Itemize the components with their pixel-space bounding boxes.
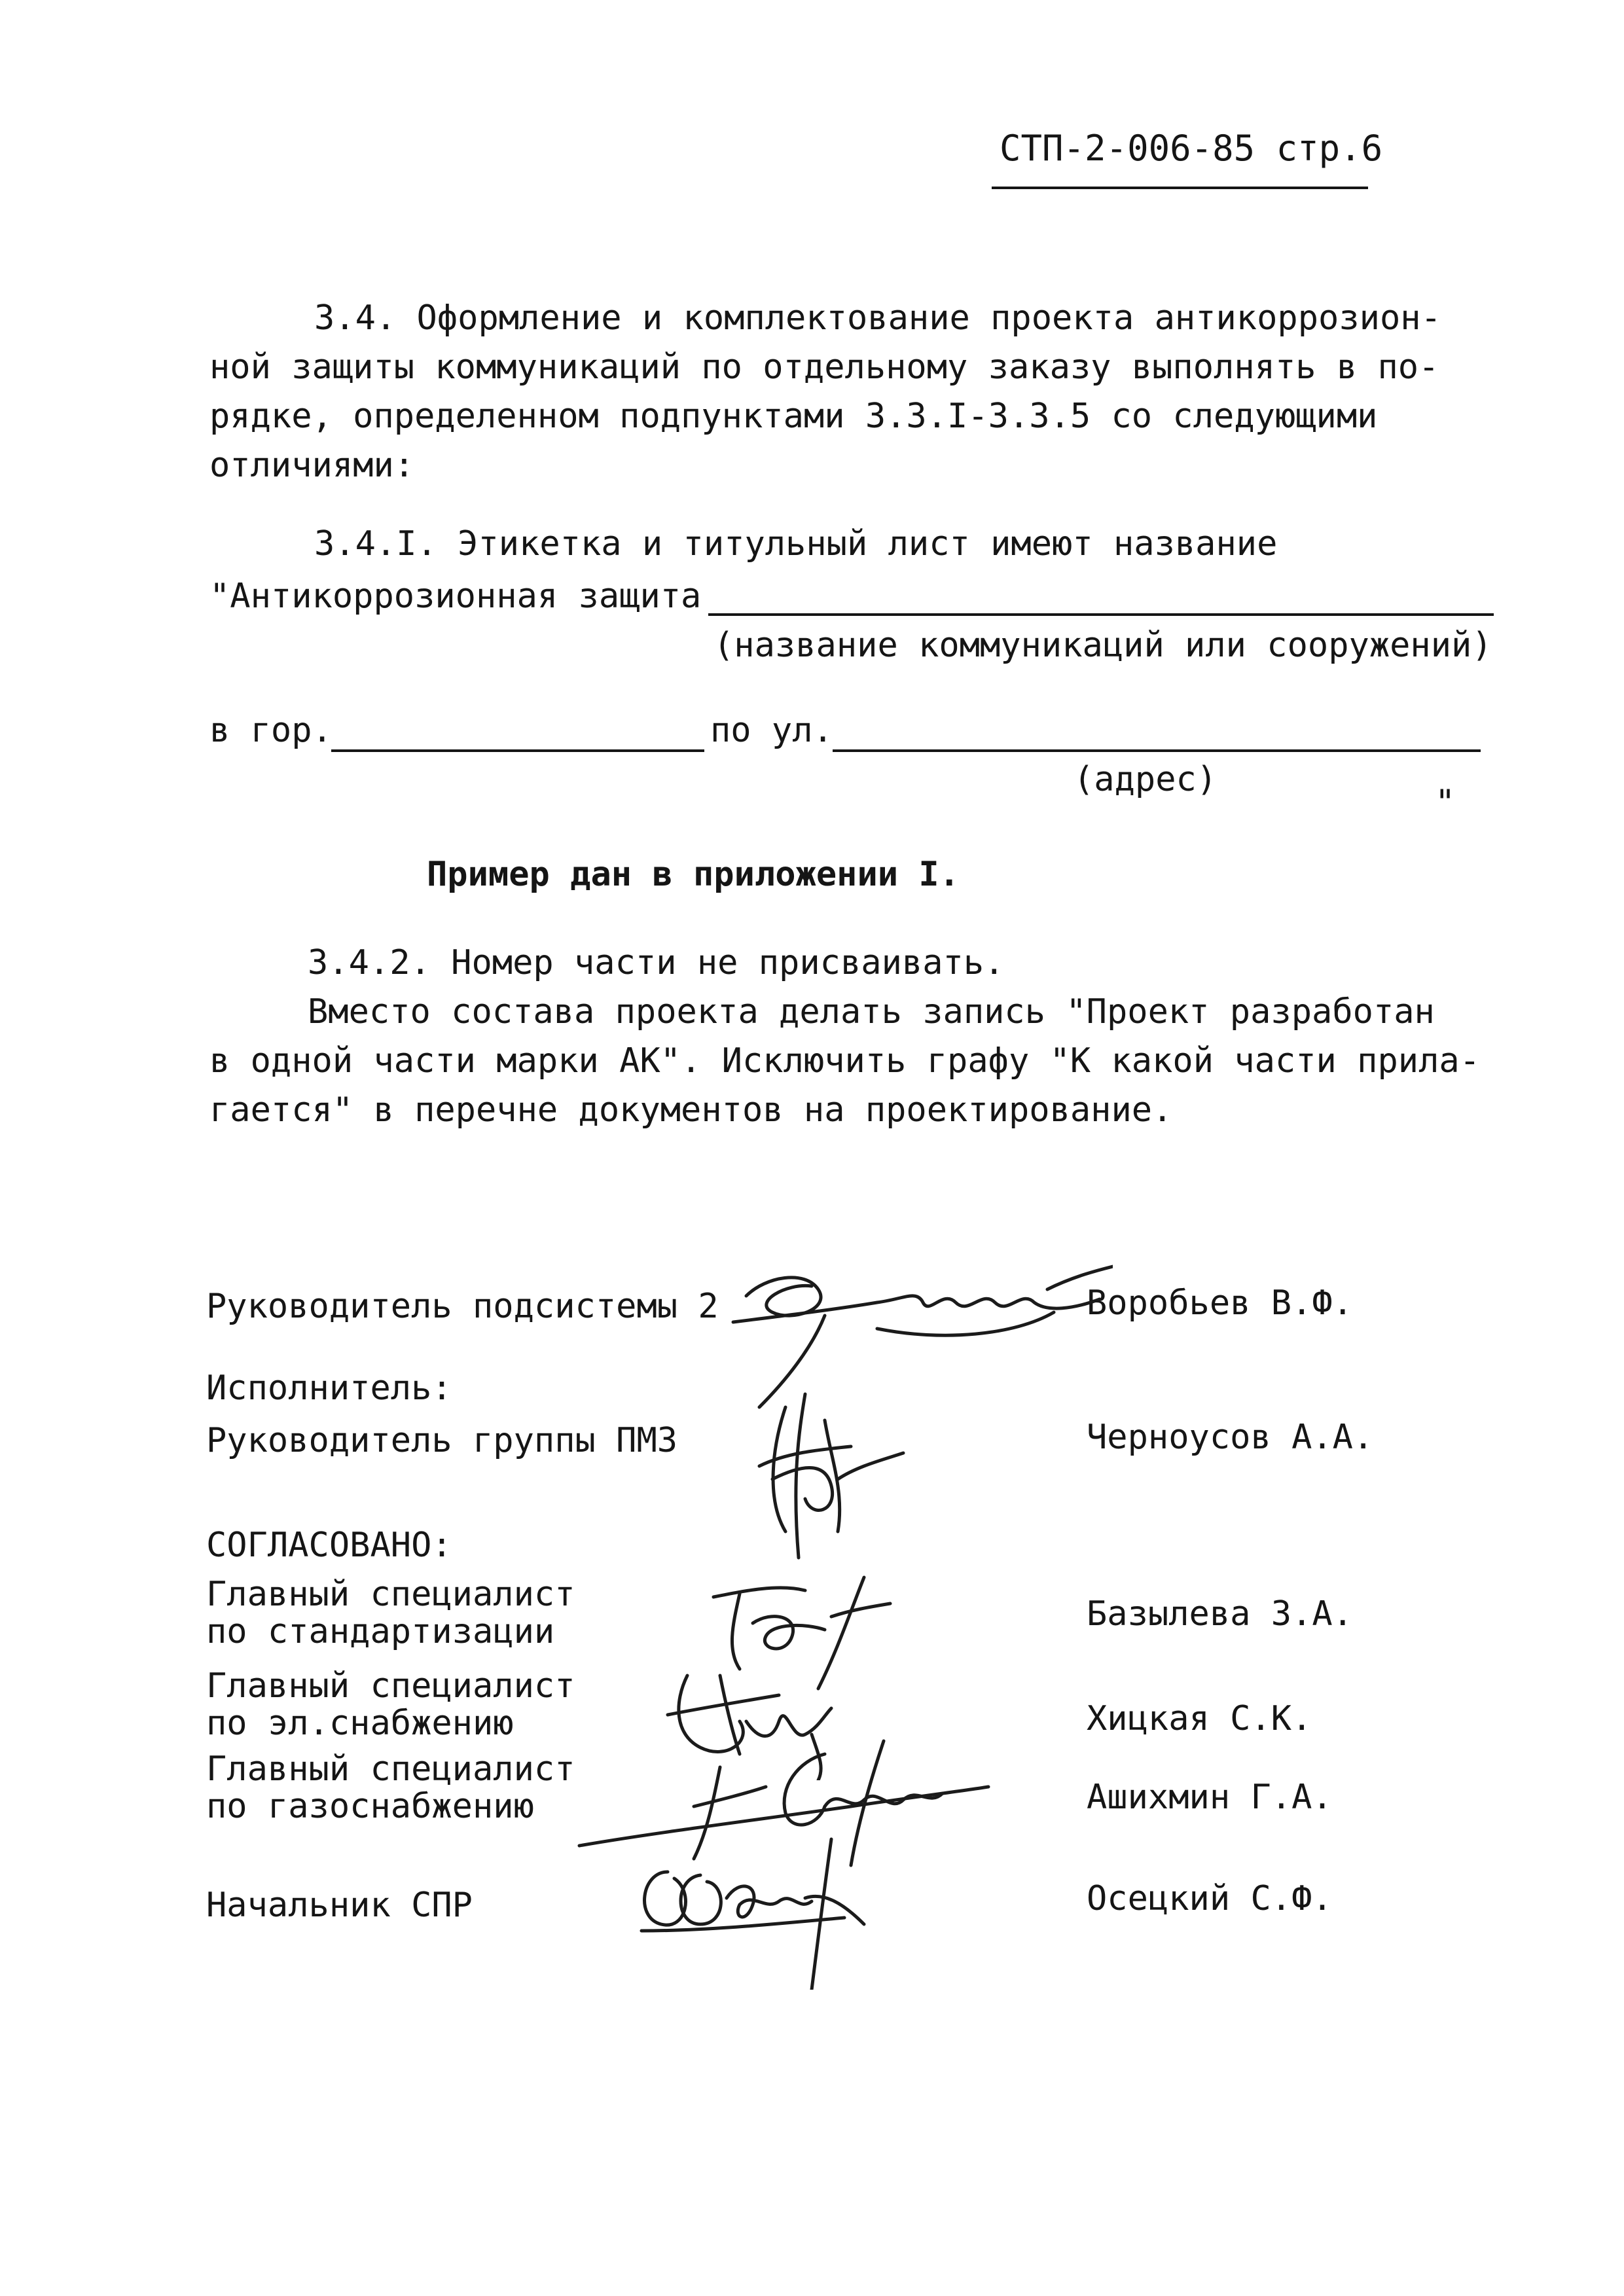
approver-2-role-line-2: по эл.снабжению xyxy=(206,1704,514,1743)
head-role: Руководитель подсистемы 2 xyxy=(206,1287,719,1326)
example-note: Пример дан в приложении I. xyxy=(427,855,960,894)
executor-label: Исполнитель: xyxy=(206,1369,452,1408)
section-3-4-line-3: рядке, определенном подпунктами 3.3.I-3.3.5 со следующими xyxy=(209,397,1378,436)
group-head-role: Руководитель группы ПМЗ xyxy=(206,1421,678,1460)
header-underline xyxy=(992,187,1368,189)
address-caption: (адрес) xyxy=(1074,760,1218,799)
document-reference: СТП-2-006-85 стр.6 xyxy=(1000,128,1383,169)
signature-chief xyxy=(628,1826,903,1990)
section-3-4-2-line-1: 3.4.2. Номер части не присваивать. xyxy=(308,943,1005,982)
approver-1-role-line-1: Главный специалист xyxy=(206,1575,575,1614)
city-blank-line xyxy=(331,749,704,752)
agreed-label: СОГЛАСОВАНО: xyxy=(206,1526,452,1565)
section-3-4-2-line-2: Вместо состава проекта делать запись "Проект разработан xyxy=(308,992,1435,1031)
head-name: Воробьев В.Ф. xyxy=(1087,1283,1353,1323)
approver-2-name: Хицкая С.К. xyxy=(1087,1699,1312,1738)
section-3-4-line-1: 3.4. Оформление и комплектование проекта антикоррозион- xyxy=(314,298,1441,338)
section-3-4-2-line-4: гается" в перечне документов на проектирование. xyxy=(209,1090,1173,1130)
title-caption: (название коммуникаций или сооружений) xyxy=(713,626,1492,665)
approver-1-role-line-2: по стандартизации xyxy=(206,1612,555,1651)
closing-quote: " xyxy=(1435,783,1456,822)
city-label: в гор. xyxy=(209,711,333,750)
street-blank-line xyxy=(833,749,1481,752)
section-3-4-1-heading: 3.4.I. Этикетка и титульный лист имеют название xyxy=(314,524,1278,564)
approver-2-role-line-1: Главный специалист xyxy=(206,1666,575,1706)
approver-3-role-line-2: по газоснабжению xyxy=(206,1787,534,1826)
section-3-4-2-line-3: в одной части марки АК". Исключить графу "К какой части прила- xyxy=(209,1041,1481,1081)
approver-1-name: Базылева З.А. xyxy=(1087,1594,1353,1634)
chief-name: Осецкий С.Ф. xyxy=(1087,1879,1333,1918)
approver-3-role-line-1: Главный специалист xyxy=(206,1749,575,1789)
street-label: по ул. xyxy=(710,711,833,750)
title-prefix: "Антикоррозионная защита xyxy=(209,577,702,616)
approver-3-name: Ашихмин Г.А. xyxy=(1087,1778,1333,1817)
section-3-4-line-4: отличиями: xyxy=(209,446,415,485)
section-3-4-line-2: ной защиты коммуникаций по отдельному заказу выполнять в по- xyxy=(209,348,1439,387)
signature-group-head xyxy=(746,1381,916,1577)
title-blank-line xyxy=(708,613,1494,616)
chief-role: Начальник СПР xyxy=(206,1886,473,1925)
group-head-name: Черноусов А.А. xyxy=(1087,1418,1374,1457)
